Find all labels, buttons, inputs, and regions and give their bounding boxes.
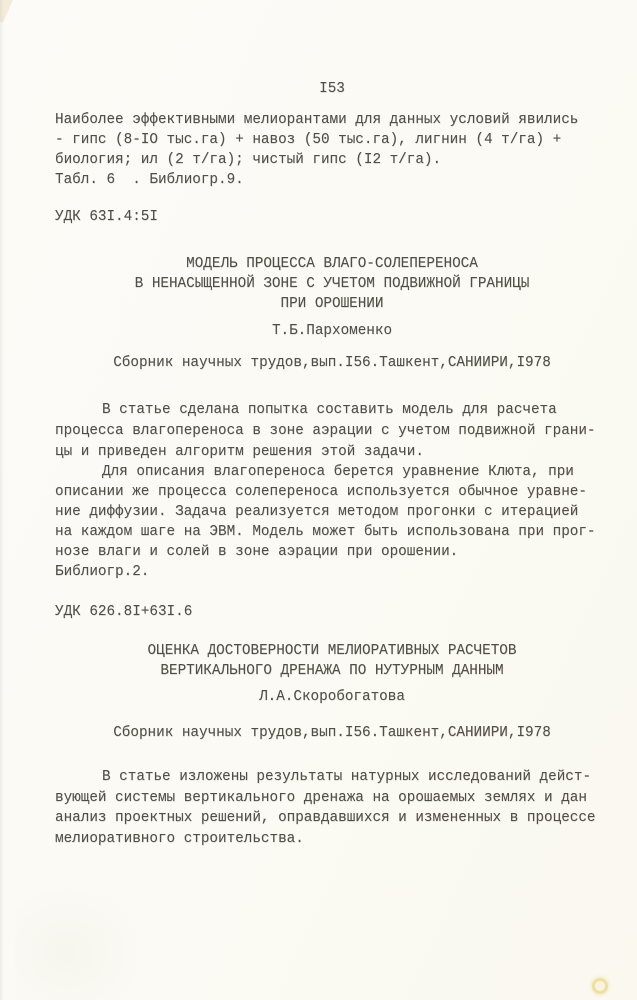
article1-abstract-paragraph2 [55,462,595,582]
abstract-line: цы и приведен алгоритм решения этой задачи. [55,444,424,460]
article1-abstract-paragraph1 [55,400,595,463]
abstract-line: Библиогр.2. [55,564,150,580]
article-title-line: ПРИ ОРОШЕНИИ [280,296,384,312]
abstract-line: нозе влаги и солей в зоне аэрации при орошении. [55,544,459,560]
abstract-line: Для описания влагопереноса берется уравнение Клюта, при [102,464,574,480]
left-edge-shade [0,0,4,1000]
article-title-line: В НЕНАСЫЩЕННОЙ ЗОНЕ С УЧЕТОМ ПОДВИЖНОЙ ГРАНИЦЫ [134,276,530,292]
abstract-line: мелиоративного строительства. [55,831,304,848]
abstract-line: Табл. 6 . Библиогр.9. [55,172,244,188]
abstract-line: - гипс (8-IO тыс.га) + навоз (50 тыс.га), лигнин (4 т/га) + [55,132,562,148]
abstract-line: описании же процесса солепереноса используется обычное уравне- [55,484,587,500]
article-title-line: ОЦЕНКА ДОСТОВЕРНОСТИ МЕЛИОРАТИВНЫХ РАСЧЕТОВ [147,643,517,659]
abstract-line: биология; ил (2 т/га); чистый гипс (I2 т/га). [55,152,442,168]
author-name: Т.Б.Пархоменко [271,323,393,339]
udc-code-article1: УДК 63I.4:5I [55,209,158,225]
author-name: Л.А.Скоробогатова [259,689,405,705]
article-title-line: ВЕРТИКАЛЬНОГО ДРЕНАЖА ПО НУТУРНЫМ ДАННЫМ [160,663,504,679]
article1-title [47,254,617,314]
abstract-line: В статье сделана попытка составить модель для расчета [102,402,557,418]
abstract-line: ние диффузии. Задача реализуется методом прогонки с итерацией [55,504,579,520]
article-title-line: МОДЕЛЬ ПРОЦЕССА ВЛАГО-СОЛЕПЕРЕНОСА [186,256,478,272]
abstract-line: на каждом шаге на ЭВМ. Модель может быть использована при прог- [55,524,596,540]
abstract-line: анализ проектных решений, оправдавшихся и измененных в процессе [55,810,596,827]
article1-source [47,355,617,371]
article2-abstract-paragraph1 [55,767,595,850]
source-reference: Сборник научных трудов,вып.I56.Ташкент,САНИИРИ,I978 [113,725,551,741]
page-number: I53 [319,81,345,97]
paper-hole-mark [592,978,608,994]
source-reference: Сборник научных трудов,вып.I56.Ташкент,САНИИРИ,I978 [113,355,551,371]
paper-smudge [15,880,145,1000]
udc-code-article2: УДК 626.8I+63I.6 [55,604,193,620]
article2-source [47,725,617,741]
abstract-line: вующей системы вертикального дренажа на орошаемых землях и дан [55,789,587,806]
article2-author [47,689,617,705]
abstract-continuation [55,110,595,190]
abstract-line: процесса влагопереноса в зоне аэрации с учетом подвижной грани- [55,423,596,439]
abstract-line: Наиболее эффективными мелиорантами для данных условий явились [55,112,579,128]
article1-author [47,323,617,339]
article2-title [47,641,617,681]
abstract-line: В статье изложены результаты натурных исследований дейст- [102,769,592,785]
